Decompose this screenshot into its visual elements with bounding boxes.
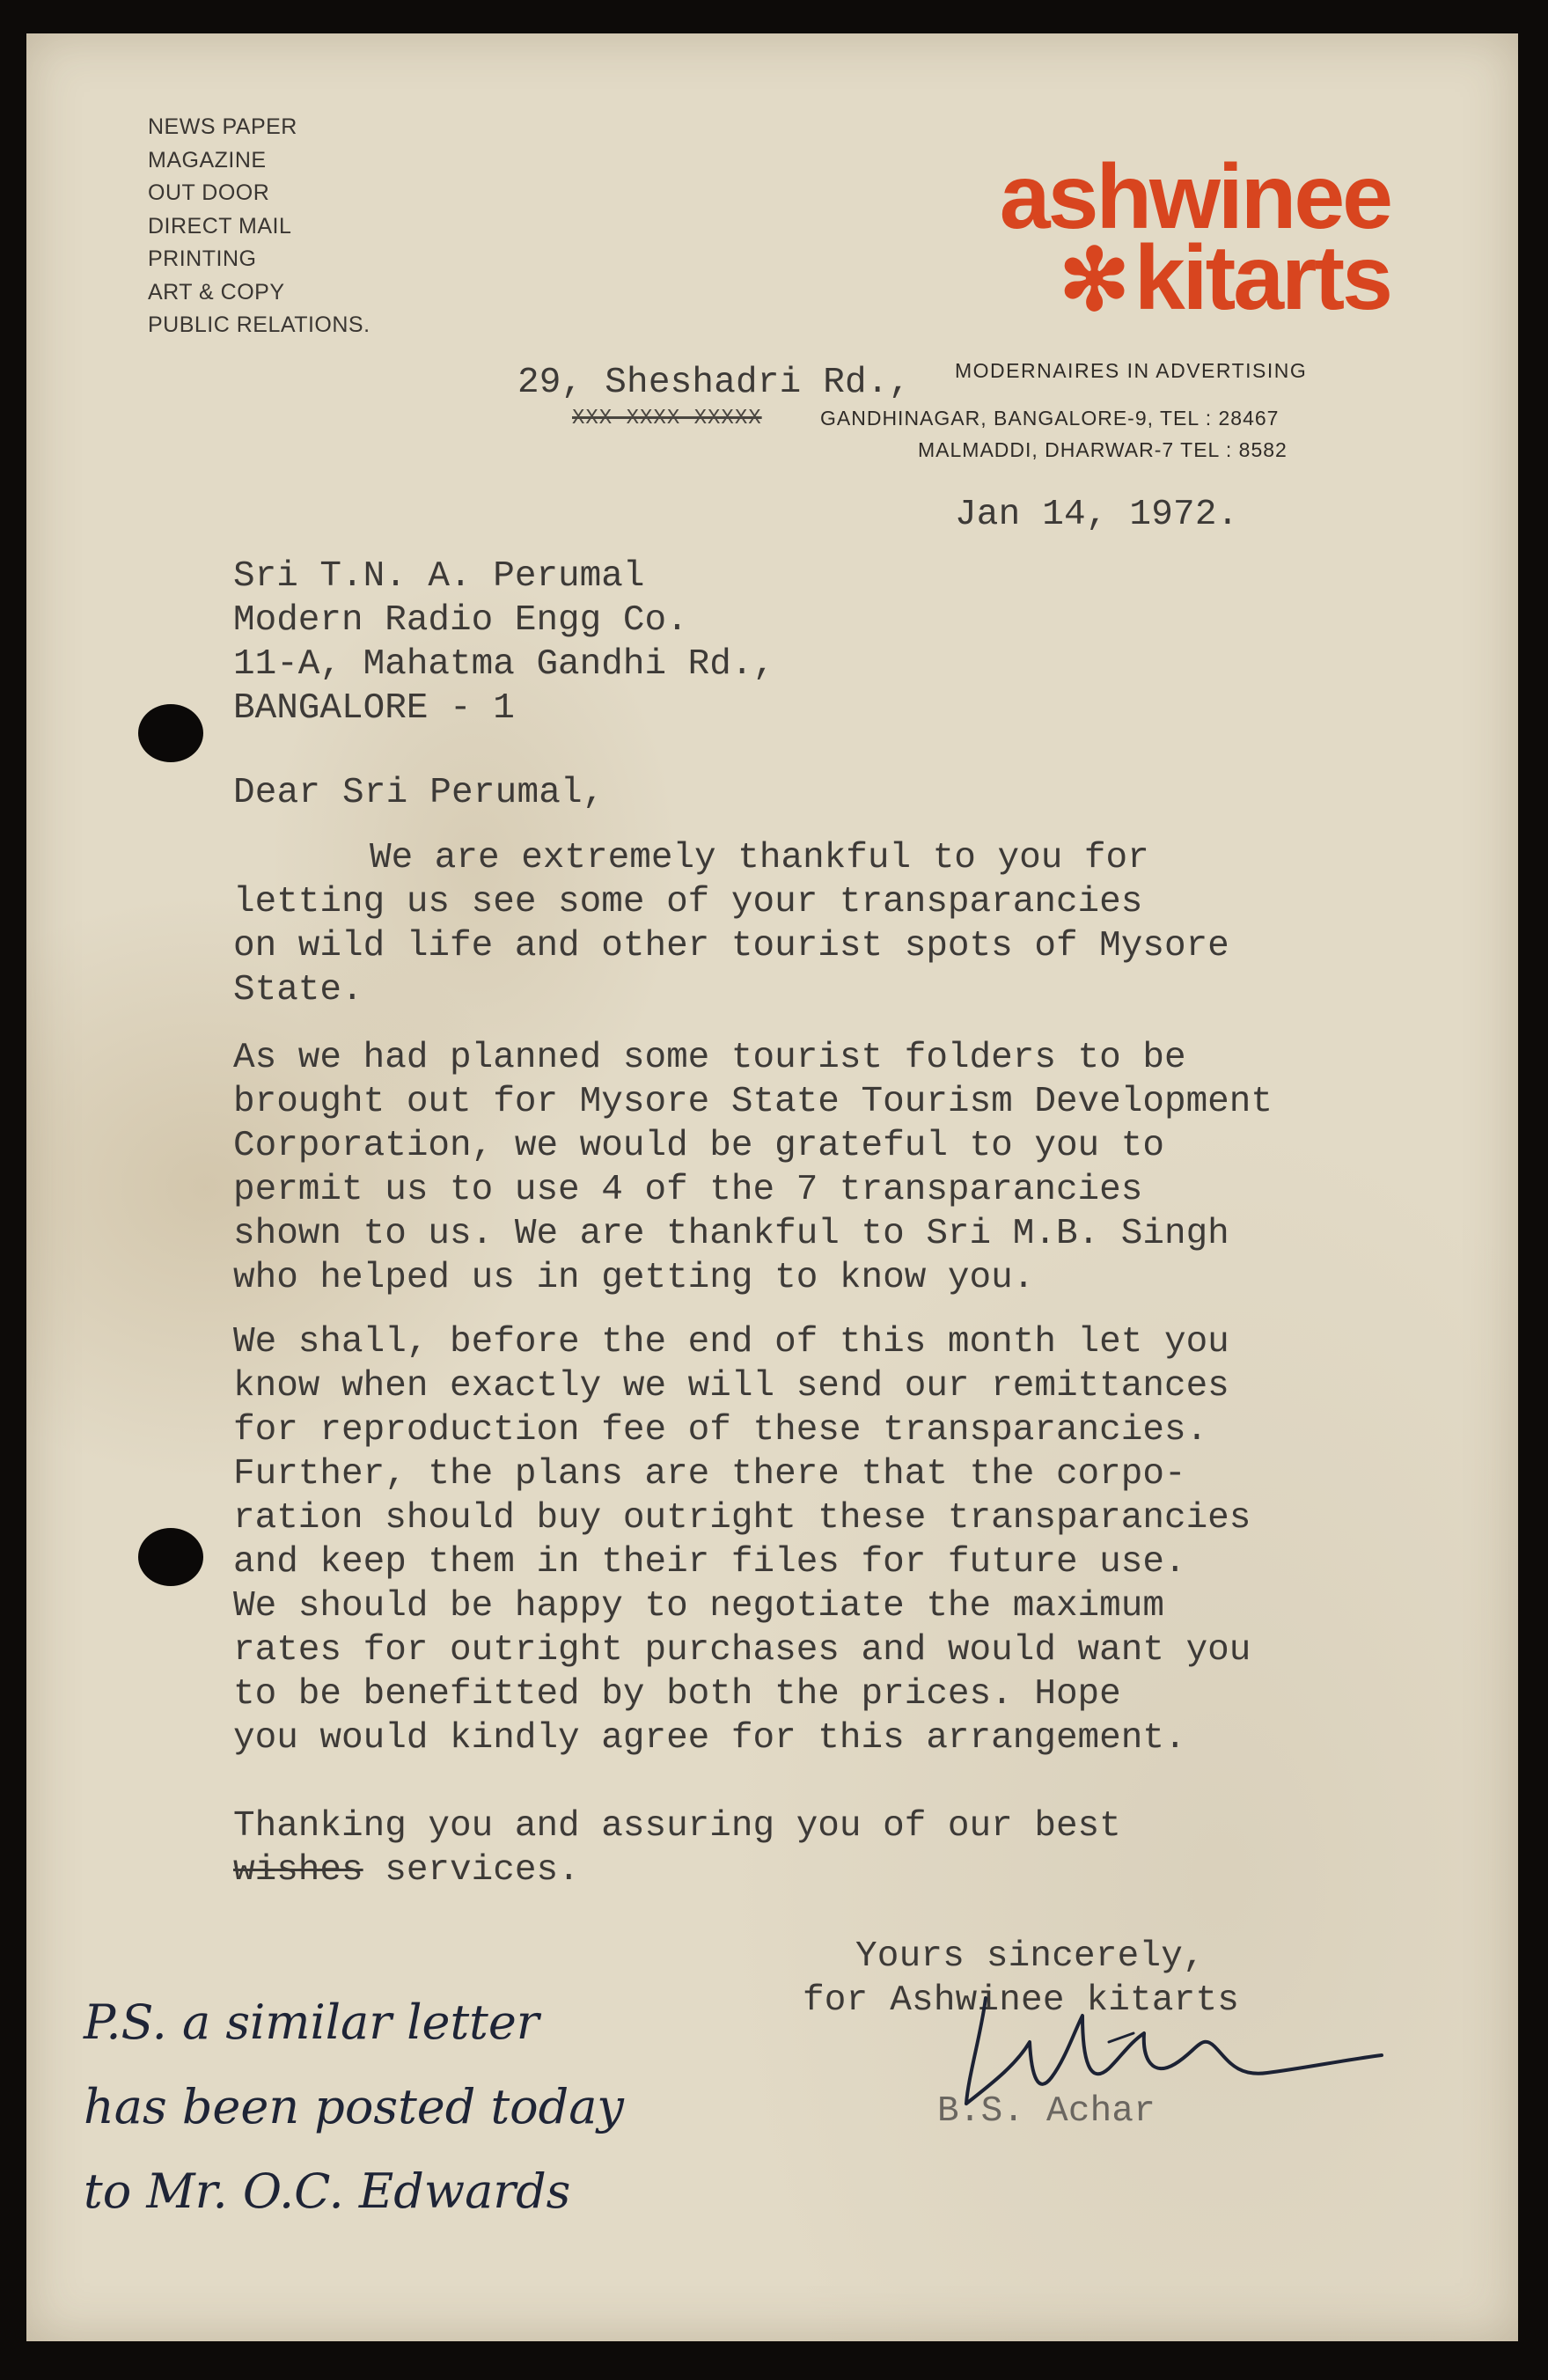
recipient-line: BANGALORE - 1 <box>233 688 515 729</box>
recipient-line: Modern Radio Engg Co. <box>233 600 688 641</box>
punch-hole-bottom <box>138 1528 203 1586</box>
struck-address: XXX XXXX XXXXX <box>572 407 762 430</box>
paragraph-line: letting us see some of your transparancies <box>233 882 1143 922</box>
brand-logo <box>950 146 1390 329</box>
service-item: DIRECT MAIL <box>148 213 292 239</box>
paragraph-line: and keep them in their files for future use. <box>233 1542 1186 1583</box>
paragraph-line: to be benefitted by both the prices. Hope <box>233 1674 1121 1715</box>
paragraph-line: for reproduction fee of these transparancies. <box>233 1410 1208 1451</box>
recipient-line: 11-A, Mahatma Gandhi Rd., <box>233 644 775 685</box>
signatory-name: B.S. Achar <box>937 2091 1156 2132</box>
paragraph-line: We should be happy to negotiate the maximum <box>233 1586 1164 1627</box>
postscript-line: P.S. a similar letter <box>84 1994 539 2050</box>
paragraph-line: State. <box>233 970 363 1010</box>
address-line-1: GANDHINAGAR, BANGALORE-9, TEL : 28467 <box>820 407 1280 430</box>
service-item: OUT DOOR <box>148 180 270 205</box>
recipient-line: Sri T.N. A. Perumal <box>233 556 645 597</box>
brand-line-2-row <box>950 227 1390 329</box>
paragraph-line: We are extremely thankful to you for <box>370 838 1149 878</box>
paragraph-line: on wild life and other tourist spots of Mysore <box>233 926 1229 966</box>
struck-word: wishes <box>233 1850 363 1891</box>
salutation: Dear Sri Perumal, <box>233 773 605 813</box>
paragraph-line: you would kindly agree for this arrangement. <box>233 1718 1186 1759</box>
signature <box>933 1980 1390 2121</box>
brand-line-1: ashwinee <box>999 146 1390 248</box>
paragraph-3 <box>233 1320 1251 1760</box>
tagline: MODERNAIRES IN ADVERTISING <box>955 359 1308 382</box>
paragraph-line: rates for outright purchases and would want you <box>233 1630 1251 1671</box>
postscript <box>84 1980 624 2234</box>
postscript-line: has been posted today <box>84 2079 624 2134</box>
paragraph-line: ration should buy outright these transparancies <box>233 1498 1251 1539</box>
paragraph-line: shown to us. We are thankful to Sri M.B. Singh <box>233 1214 1229 1254</box>
typed-address: 29, Sheshadri Rd., <box>517 363 911 403</box>
paragraph-line: who helped us in getting to know you. <box>233 1258 1035 1298</box>
service-item: PRINTING <box>148 246 257 271</box>
service-item: MAGAZINE <box>148 147 267 173</box>
closing-company: for Ashwinee kitarts <box>803 1980 1240 2021</box>
service-item: ART & COPY <box>148 279 285 305</box>
paragraph-line: Corporation, we would be grateful to you to <box>233 1126 1164 1166</box>
address-line-2: MALMADDI, DHARWAR-7 TEL : 8582 <box>918 438 1288 461</box>
closing-line: Yours sincerely, <box>855 1936 1205 1977</box>
paragraph-line: know when exactly we will send our remittances <box>233 1366 1229 1407</box>
paragraph-line: Further, the plans are there that the corpo- <box>233 1454 1186 1495</box>
service-item: NEWS PAPER <box>148 114 297 139</box>
paragraph-line: brought out for Mysore State Tourism Development <box>233 1082 1273 1122</box>
recipient-block <box>233 555 774 731</box>
paragraph-line-rest: services. <box>363 1850 580 1891</box>
postscript-line: to Mr. O.C. Edwards <box>84 2163 571 2219</box>
paragraph-line: We shall, before the end of this month let you <box>233 1322 1229 1363</box>
paragraph-4 <box>233 1804 1121 1892</box>
service-item: PUBLIC RELATIONS. <box>148 312 370 337</box>
paragraph-line: As we had planned some tourist folders to be <box>233 1038 1186 1078</box>
paragraph-1 <box>233 836 1229 1012</box>
paragraph-line: permit us to use 4 of the 7 transparancies <box>233 1170 1143 1210</box>
asterisk-flower-icon: ✻ <box>1059 233 1127 327</box>
paragraph-line: Thanking you and assuring you of our best <box>233 1806 1121 1847</box>
paragraph-2 <box>233 1036 1273 1300</box>
letter-date: Jan 14, 1972. <box>955 495 1239 535</box>
punch-hole-top <box>138 704 203 762</box>
brand-line-2: kitarts <box>1133 227 1390 329</box>
paragraph-line-2 <box>233 1848 1121 1892</box>
services-list <box>148 111 370 342</box>
